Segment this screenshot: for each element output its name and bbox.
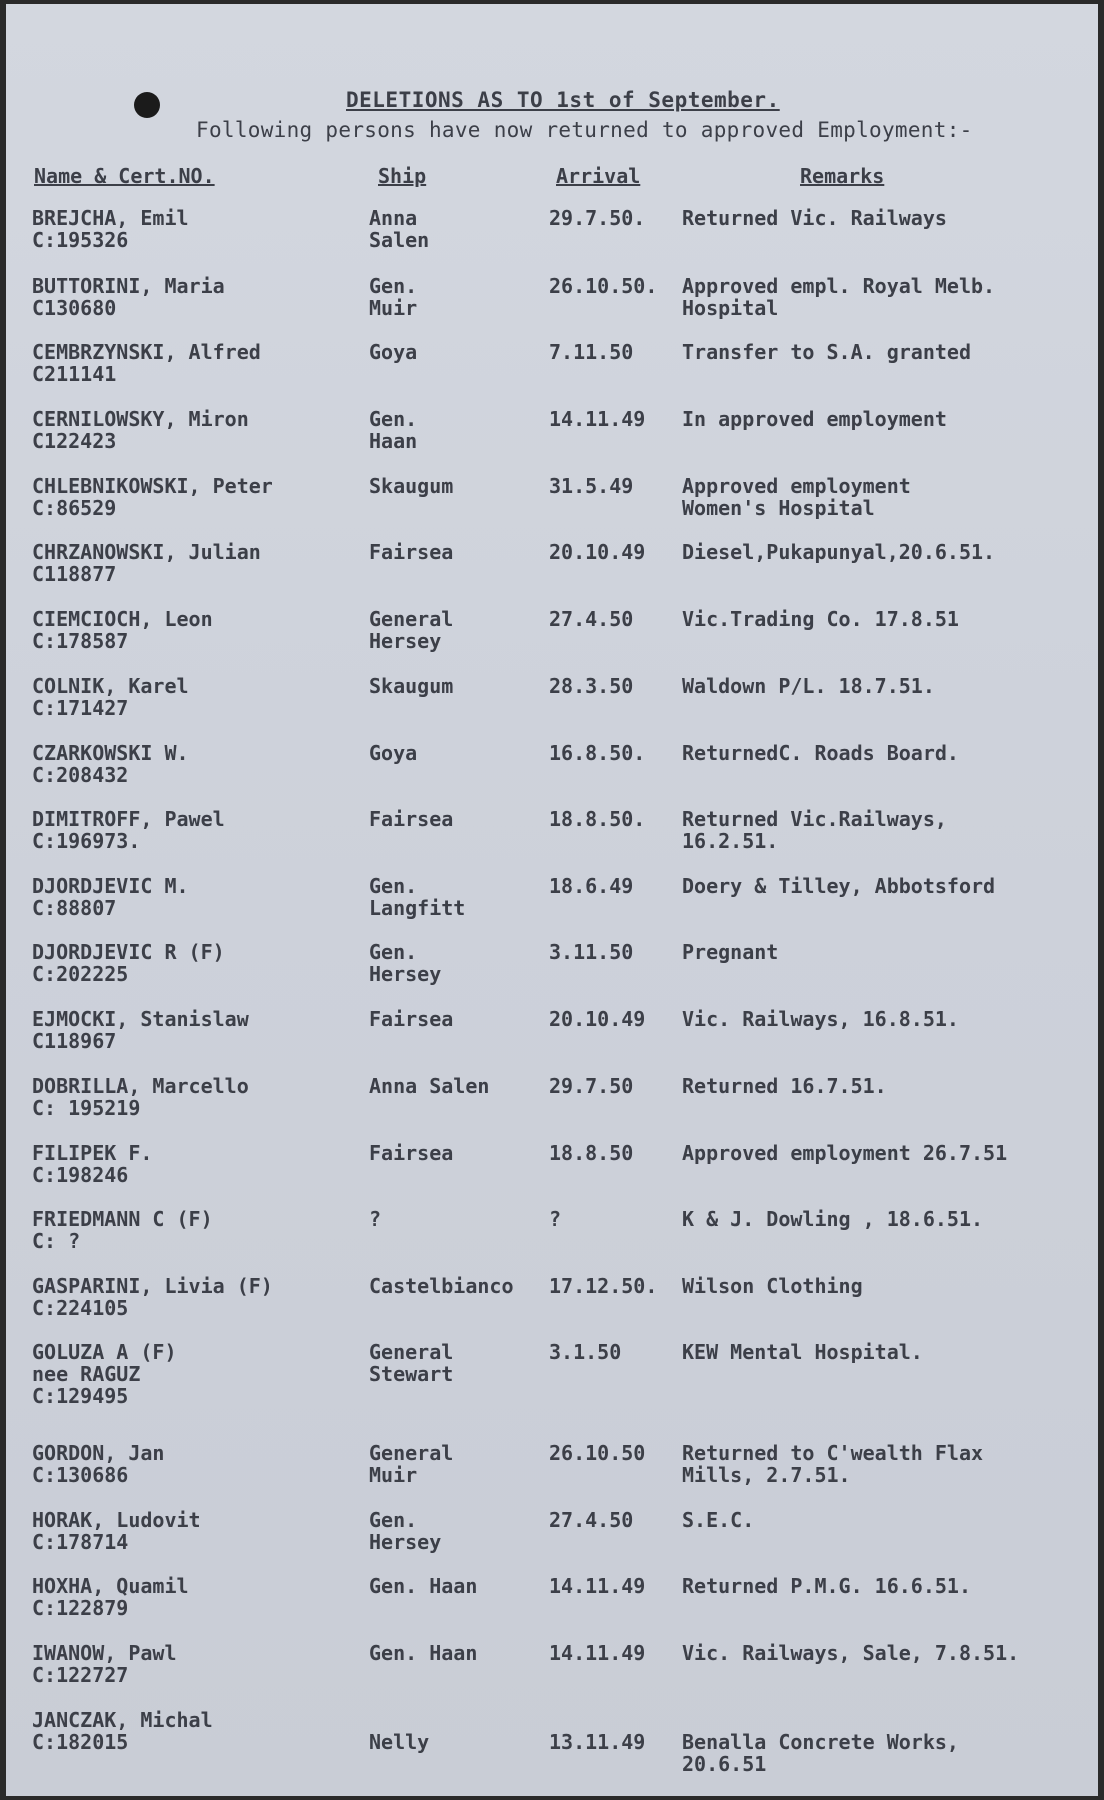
cell-ship: Gen. Langfitt bbox=[369, 874, 466, 920]
cell-arrival: 29.7.50. bbox=[549, 206, 646, 230]
cell-ship: Skaugum bbox=[369, 674, 454, 698]
cell-remarks: Returned Vic. Railways bbox=[682, 206, 947, 230]
header-name: Name & Cert.NO. bbox=[34, 164, 215, 188]
cell-remarks: Vic.Trading Co. 17.8.51 bbox=[682, 607, 959, 631]
cell-arrival: 13.11.49 bbox=[549, 1730, 646, 1754]
cell-remarks: Vic. Railways, 16.8.51. bbox=[682, 1007, 959, 1031]
cell-remarks: Diesel,Pukapunyal,20.6.51. bbox=[682, 540, 996, 564]
cell-ship: Anna Salen bbox=[369, 1074, 490, 1098]
cell-ship: Fairsea bbox=[369, 1141, 454, 1165]
cell-ship: Fairsea bbox=[369, 1007, 454, 1031]
cell-name: HORAK, Ludovit C:178714 bbox=[32, 1508, 201, 1554]
cell-remarks: Doery & Tilley, Abbotsford bbox=[682, 874, 996, 898]
cell-ship: General Stewart bbox=[369, 1340, 454, 1386]
cell-name: DJORDJEVIC R (F) C:202225 bbox=[32, 940, 225, 986]
cell-ship: Goya bbox=[369, 340, 418, 364]
table-row bbox=[6, 608, 1098, 668]
cell-remarks: Approved employment 26.7.51 bbox=[682, 1141, 1008, 1165]
cell-remarks: Returned 16.7.51. bbox=[682, 1074, 887, 1098]
cell-arrival: 20.10.49 bbox=[549, 540, 646, 564]
cell-ship: Gen. Haan bbox=[369, 1574, 478, 1598]
table-row bbox=[6, 875, 1098, 935]
cell-arrival: 14.11.49 bbox=[549, 1641, 646, 1665]
cell-name: GORDON, Jan C:130686 bbox=[32, 1441, 165, 1487]
punch-hole bbox=[134, 92, 160, 118]
cell-ship: Gen. Muir bbox=[369, 274, 418, 320]
table-row bbox=[6, 742, 1098, 802]
cell-arrival: 16.8.50. bbox=[549, 741, 646, 765]
cell-ship: ? bbox=[369, 1207, 382, 1231]
cell-remarks: Waldown P/L. 18.7.51. bbox=[682, 674, 935, 698]
table-row bbox=[6, 541, 1098, 601]
table-row bbox=[6, 1709, 1098, 1794]
page-title: DELETIONS AS TO 1st of September. bbox=[346, 88, 780, 112]
cell-remarks: Vic. Railways, Sale, 7.8.51. bbox=[682, 1641, 1020, 1665]
cell-name: CEMBRZYNSKI, Alfred C211141 bbox=[32, 340, 261, 386]
table-row bbox=[6, 1075, 1098, 1135]
cell-ship: Skaugum bbox=[369, 474, 454, 498]
table-row bbox=[6, 207, 1098, 267]
cell-arrival: 18.8.50. bbox=[549, 807, 646, 831]
table-row bbox=[6, 941, 1098, 1001]
cell-remarks: Pregnant bbox=[682, 940, 779, 964]
cell-name: BREJCHA, Emil C:195326 bbox=[32, 206, 189, 252]
table-row bbox=[6, 475, 1098, 535]
cell-remarks: Wilson Clothing bbox=[682, 1274, 863, 1298]
cell-remarks: Returned P.M.G. 16.6.51. bbox=[682, 1574, 971, 1598]
cell-name: FRIEDMANN C (F) C: ? bbox=[32, 1207, 213, 1253]
cell-arrival: 20.10.49 bbox=[549, 1007, 646, 1031]
cell-ship: Gen. Hersey bbox=[369, 940, 442, 986]
cell-remarks: Returned to C'wealth Flax Mills, 2.7.51. bbox=[682, 1441, 984, 1487]
cell-name: HOXHA, Quamil C:122879 bbox=[32, 1574, 189, 1620]
cell-arrival: 7.11.50 bbox=[549, 340, 634, 364]
cell-name: IWANOW, Pawl C:122727 bbox=[32, 1641, 177, 1687]
header-arrival: Arrival bbox=[556, 164, 641, 188]
cell-name: BUTTORINI, Maria C130680 bbox=[32, 274, 225, 320]
cell-name: GOLUZA A (F) nee RAGUZ C:129495 bbox=[32, 1340, 177, 1408]
cell-arrival: 3.1.50 bbox=[549, 1340, 622, 1364]
cell-name: CERNILOWSKY, Miron C122423 bbox=[32, 407, 249, 453]
cell-remarks: ReturnedC. Roads Board. bbox=[682, 741, 959, 765]
header-remarks: Remarks bbox=[800, 164, 885, 188]
cell-name: GASPARINI, Livia (F) C:224105 bbox=[32, 1274, 273, 1320]
cell-ship: Goya bbox=[369, 741, 418, 765]
cell-remarks: Approved employment Women's Hospital bbox=[682, 474, 911, 520]
cell-remarks: KEW Mental Hospital. bbox=[682, 1340, 923, 1364]
cell-arrival: 29.7.50 bbox=[549, 1074, 634, 1098]
table-row bbox=[6, 408, 1098, 468]
header-ship: Ship bbox=[378, 164, 427, 188]
table-row bbox=[6, 341, 1098, 401]
cell-arrival: 28.3.50 bbox=[549, 674, 634, 698]
cell-arrival: 14.11.49 bbox=[549, 1574, 646, 1598]
table-row bbox=[6, 1142, 1098, 1202]
cell-arrival: 17.12.50. bbox=[549, 1274, 658, 1298]
cell-name: CZARKOWSKI W. C:208432 bbox=[32, 741, 189, 787]
cell-arrival: 26.10.50 bbox=[549, 1441, 646, 1465]
cell-name: CIEMCIOCH, Leon C:178587 bbox=[32, 607, 213, 653]
cell-arrival: 27.4.50 bbox=[549, 607, 634, 631]
cell-arrival: 27.4.50 bbox=[549, 1508, 634, 1532]
cell-ship: General Hersey bbox=[369, 607, 454, 653]
cell-arrival: 14.11.49 bbox=[549, 407, 646, 431]
cell-remarks: Returned Vic.Railways, 16.2.51. bbox=[682, 807, 947, 853]
cell-ship: Fairsea bbox=[369, 807, 454, 831]
table-row bbox=[6, 1642, 1098, 1702]
cell-name: DOBRILLA, Marcello C: 195219 bbox=[32, 1074, 249, 1120]
table-row bbox=[6, 275, 1098, 335]
cell-name: EJMOCKI, Stanislaw C118967 bbox=[32, 1007, 249, 1053]
cell-remarks: Approved empl. Royal Melb. Hospital bbox=[682, 274, 996, 320]
cell-name: JANCZAK, Michal C:182015 bbox=[32, 1708, 213, 1754]
cell-ship: Gen. Haan bbox=[369, 407, 418, 453]
table-row bbox=[6, 1208, 1098, 1268]
cell-remarks: Transfer to S.A. granted bbox=[682, 340, 971, 364]
cell-remarks: S.E.C. bbox=[682, 1508, 755, 1532]
cell-name: FILIPEK F. C:198246 bbox=[32, 1141, 153, 1187]
table-row bbox=[6, 1575, 1098, 1635]
table-row bbox=[6, 1509, 1098, 1569]
cell-ship: General Muir bbox=[369, 1441, 454, 1487]
cell-name: COLNIK, Karel C:171427 bbox=[32, 674, 189, 720]
cell-arrival: 18.6.49 bbox=[549, 874, 634, 898]
cell-remarks: In approved employment bbox=[682, 407, 947, 431]
cell-remarks: Benalla Concrete Works, 20.6.51 bbox=[682, 1730, 959, 1776]
cell-name: CHLEBNIKOWSKI, Peter C:86529 bbox=[32, 474, 273, 520]
cell-arrival: 26.10.50. bbox=[549, 274, 658, 298]
cell-remarks: K & J. Dowling , 18.6.51. bbox=[682, 1207, 984, 1231]
cell-ship: Gen. Hersey bbox=[369, 1508, 442, 1554]
table-row bbox=[6, 1442, 1098, 1502]
cell-name: CHRZANOWSKI, Julian C118877 bbox=[32, 540, 261, 586]
cell-ship: Anna Salen bbox=[369, 206, 430, 252]
cell-ship: Fairsea bbox=[369, 540, 454, 564]
table-row bbox=[6, 1275, 1098, 1335]
cell-arrival: 3.11.50 bbox=[549, 940, 634, 964]
table-row bbox=[6, 675, 1098, 735]
cell-ship: Castelbianco bbox=[369, 1274, 514, 1298]
cell-arrival: ? bbox=[549, 1207, 562, 1231]
page-subtitle: Following persons have now returned to approved Employment:- bbox=[196, 118, 973, 142]
cell-name: DIMITROFF, Pawel C:196973. bbox=[32, 807, 225, 853]
table-row bbox=[6, 1008, 1098, 1068]
cell-arrival: 18.8.50 bbox=[549, 1141, 634, 1165]
cell-ship: Gen. Haan bbox=[369, 1641, 478, 1665]
cell-arrival: 31.5.49 bbox=[549, 474, 634, 498]
table-row bbox=[6, 808, 1098, 868]
cell-ship: Nelly bbox=[369, 1730, 430, 1754]
table-row bbox=[6, 1341, 1098, 1421]
document-page bbox=[6, 4, 1098, 1796]
cell-name: DJORDJEVIC M. C:88807 bbox=[32, 874, 189, 920]
